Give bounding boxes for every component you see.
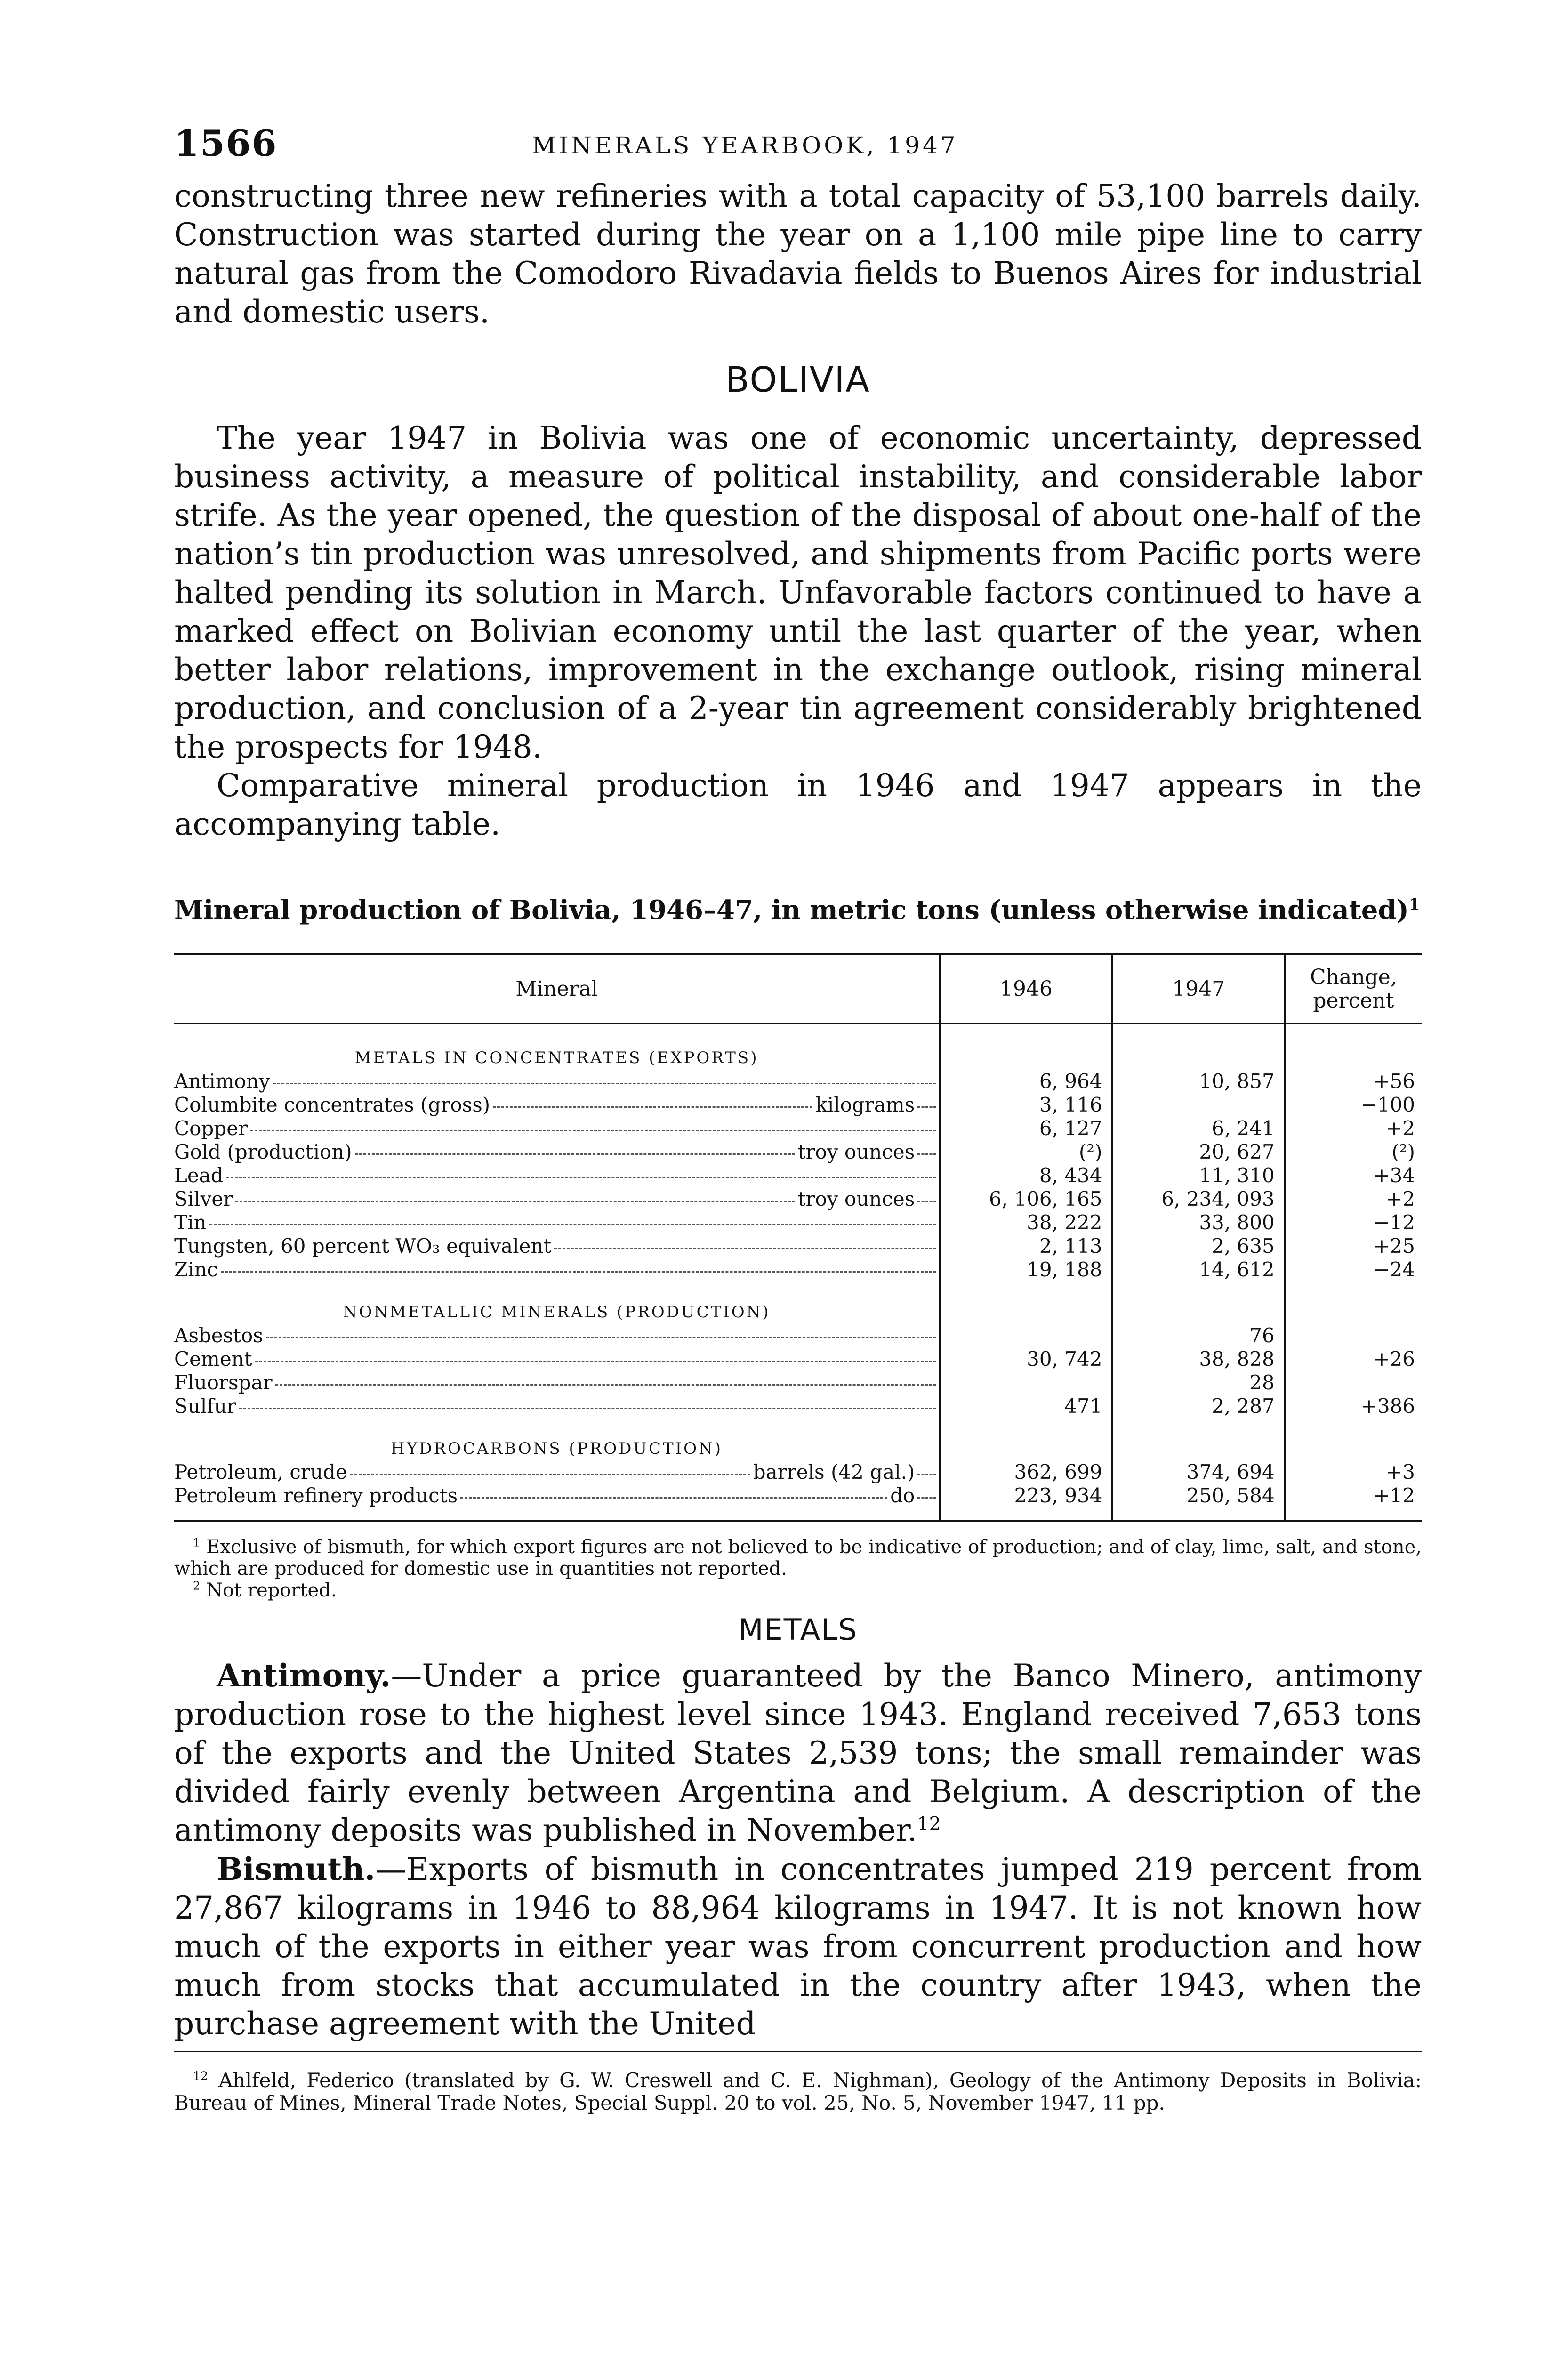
dot-leader <box>460 1497 887 1499</box>
antimony-text: —Under a price guaranteed by the Banco Minero, antimony production rose to the highest level since 1943. England received 7,653 tons of the exports and the United States 2,539 tons; the small remainder was divided fairly evenly between Argentina and Belgium. A description of the antimony deposits was published in November. <box>174 1658 1422 1848</box>
bismuth-run-in: Bismuth. <box>217 1851 376 1887</box>
header-1947: 1947 <box>1112 954 1285 1024</box>
table-header-row <box>174 954 1422 1024</box>
table-footnote-2-mark: 2 <box>193 1579 201 1593</box>
table-group-spacer <box>940 1418 1112 1460</box>
mineral-name: Sulfur <box>174 1395 236 1418</box>
value-1947: 2, 287 <box>1112 1395 1285 1418</box>
mineral-cell <box>174 1211 940 1234</box>
table-group-spacer <box>1112 1418 1285 1460</box>
running-title: MINERALS YEARBOOK, 1947 <box>532 132 958 159</box>
header-change-line2: percent <box>1313 989 1394 1013</box>
mineral-cell <box>174 1460 940 1484</box>
table-row <box>174 1070 1422 1093</box>
value-1947: 6, 241 <box>1112 1117 1285 1140</box>
mineral-cell <box>174 1324 940 1347</box>
footnote-rule <box>174 2051 1422 2052</box>
mineral-name: Silver <box>174 1187 233 1210</box>
value-1947 <box>1112 1093 1285 1117</box>
table-title <box>174 895 1422 926</box>
mineral-cell <box>174 1093 940 1117</box>
intro-paragraph: constructing three new refineries with a total capacity of 53,100 barrels daily. Construction was started during the year on a 1,100 mile pipe line to carry natural gas from the Comodoro Rivadavia fields to Buenos Aires for industrial and domestic users. <box>174 178 1422 330</box>
table-body <box>174 1024 1422 1521</box>
value-change: −12 <box>1285 1211 1422 1234</box>
dot-leader <box>554 1248 936 1249</box>
value-1947: 374, 694 <box>1112 1460 1285 1484</box>
dot-leader <box>273 1083 937 1084</box>
table-row <box>174 1164 1422 1187</box>
value-change: +56 <box>1285 1070 1422 1093</box>
page-number: 1566 <box>174 122 278 164</box>
value-1947: 6, 234, 093 <box>1112 1187 1285 1211</box>
value-1946: 2, 113 <box>940 1234 1112 1258</box>
mineral-name: Copper <box>174 1117 248 1140</box>
mineral-name: Antimony <box>174 1070 270 1093</box>
dot-leader <box>355 1153 795 1155</box>
value-1946: 8, 434 <box>940 1164 1112 1187</box>
mineral-name: Petroleum, crude <box>174 1460 347 1483</box>
mineral-cell <box>174 1164 940 1187</box>
bismuth-text: —Exports of bismuth in concentrates jumped 219 percent from 27,867 kilograms in 1946 to 88,964 kilograms in 1947. It is not known how much of the exports in either year was from concurrent production and how much from stocks that accumulated in the country after 1943, when the purchase agreement with the United <box>174 1851 1422 2042</box>
bolivia-heading: BOLIVIA <box>725 360 870 400</box>
table-group-spacer <box>1112 1024 1285 1070</box>
value-change: +3 <box>1285 1460 1422 1484</box>
metals-heading: METALS <box>738 1612 858 1647</box>
mineral-name: Columbite concentrates (gross) <box>174 1093 491 1116</box>
antimony-paragraph <box>174 1656 1422 1850</box>
value-change: +2 <box>1285 1117 1422 1140</box>
table-row <box>174 1117 1422 1140</box>
mineral-cell <box>174 1234 940 1258</box>
value-1946 <box>940 1371 1112 1395</box>
value-1947: 28 <box>1112 1371 1285 1395</box>
dot-leader <box>266 1337 936 1338</box>
header-change <box>1285 954 1422 1024</box>
table-group-label: HYDROCARBONS (PRODUCTION) <box>391 1439 723 1458</box>
table-group-row <box>174 1418 1422 1460</box>
table-footnotes <box>174 1536 1422 1601</box>
table-row <box>174 1234 1422 1258</box>
table-group-spacer <box>1285 1282 1422 1324</box>
mineral-name: Cement <box>174 1347 252 1370</box>
table-footnote-2-text: Not reported. <box>206 1580 337 1601</box>
page-footnote-mark: 12 <box>193 2069 209 2083</box>
dot-leader <box>493 1106 812 1108</box>
table-group-row <box>174 1024 1422 1070</box>
value-change: +386 <box>1285 1395 1422 1418</box>
mineral-name: Fluorspar <box>174 1371 273 1394</box>
table-row <box>174 1093 1422 1117</box>
value-change: +2 <box>1285 1187 1422 1211</box>
mineral-unit: troy ounces <box>797 1187 915 1210</box>
value-change <box>1285 1371 1422 1395</box>
dot-leader <box>209 1224 937 1225</box>
table-group-row <box>174 1282 1422 1324</box>
table-row <box>174 1258 1422 1282</box>
table-group-label: NONMETALLIC MINERALS (PRODUCTION) <box>343 1303 771 1322</box>
table-group-spacer <box>1112 1282 1285 1324</box>
table-row <box>174 1395 1422 1418</box>
dot-leader <box>235 1201 795 1202</box>
value-1947: 76 <box>1112 1324 1285 1347</box>
table-group-spacer <box>940 1024 1112 1070</box>
mineral-name: Zinc <box>174 1258 218 1281</box>
bismuth-paragraph <box>174 1850 1422 2043</box>
value-1946: 471 <box>940 1395 1112 1418</box>
value-1947: 2, 635 <box>1112 1234 1285 1258</box>
mineral-name: Petroleum refinery products <box>174 1484 458 1507</box>
mineral-cell <box>174 1117 940 1140</box>
value-1947: 38, 828 <box>1112 1347 1285 1371</box>
mineral-production-table <box>174 953 1422 1522</box>
mineral-cell <box>174 1140 940 1164</box>
value-1946: 38, 222 <box>940 1211 1112 1234</box>
dot-leader <box>226 1177 937 1178</box>
table-title-text: Mineral production of Bolivia, 1946–47, in metric tons (unless otherwise indicated) <box>174 895 1409 926</box>
value-change: −24 <box>1285 1258 1422 1282</box>
value-1946 <box>940 1324 1112 1347</box>
value-1946: 3, 116 <box>940 1093 1112 1117</box>
dot-leader <box>350 1474 750 1475</box>
dot-leader <box>221 1271 936 1273</box>
value-1947: 11, 310 <box>1112 1164 1285 1187</box>
dot-leader <box>250 1130 936 1131</box>
mineral-cell <box>174 1484 940 1521</box>
value-1946: 6, 106, 165 <box>940 1187 1112 1211</box>
value-1947: 33, 800 <box>1112 1211 1285 1234</box>
table-footnote-2 <box>174 1580 1422 1601</box>
antimony-run-in: Antimony. <box>217 1657 391 1694</box>
mineral-cell <box>174 1070 940 1093</box>
header-change-line1: Change, <box>1310 965 1397 989</box>
header-mineral: Mineral <box>174 954 940 1024</box>
mineral-name: Lead <box>174 1164 224 1187</box>
table-row <box>174 1347 1422 1371</box>
mineral-cell <box>174 1371 940 1395</box>
table-footnote-1 <box>174 1536 1422 1580</box>
table-row <box>174 1484 1422 1521</box>
mineral-unit: troy ounces <box>797 1140 915 1163</box>
mineral-name: Tungsten, 60 percent WO₃ equivalent <box>174 1234 552 1258</box>
table-row <box>174 1187 1422 1211</box>
table-row <box>174 1211 1422 1234</box>
value-1946: 30, 742 <box>940 1347 1112 1371</box>
table-group-spacer <box>940 1282 1112 1324</box>
value-1946: 6, 964 <box>940 1070 1112 1093</box>
table-footnote-1-mark: 1 <box>193 1536 201 1549</box>
dot-leader <box>255 1361 937 1362</box>
value-1947: 250, 584 <box>1112 1484 1285 1521</box>
table-row <box>174 1324 1422 1347</box>
dot-leader <box>239 1408 936 1409</box>
page-footnote <box>174 2069 1422 2114</box>
bolivia-paragraph-2: Comparative mineral production in 1946 and 1947 appears in the accompanying table. <box>174 767 1422 842</box>
mineral-unit: barrels (42 gal.) <box>753 1460 915 1483</box>
value-change: +26 <box>1285 1347 1422 1371</box>
mineral-cell <box>174 1395 940 1418</box>
value-1946: 6, 127 <box>940 1117 1112 1140</box>
mineral-name: Asbestos <box>174 1324 263 1347</box>
value-change: (²) <box>1285 1140 1422 1164</box>
value-change: +34 <box>1285 1164 1422 1187</box>
table-footnote-1-text: Exclusive of bismuth, for which export figures are not believed to be indicative of production; and of clay, lime, salt, and stone, which are produced for domestic use in quantities not reported. <box>174 1536 1422 1580</box>
dot-leader <box>917 1153 936 1155</box>
value-1947: 10, 857 <box>1112 1070 1285 1093</box>
mineral-name: Tin <box>174 1211 207 1234</box>
bolivia-paragraph-1: The year 1947 in Bolivia was one of economic uncertainty, depressed business activity, a measure of political instability, and considerable labor strife. As the year opened, the question of the disposal of about one-half of the nation’s tin production was unresolved, and shipments from Pacific ports were halted pending its solution in March. Unfavorable factors continued to have a marked effect on Bolivian economy until the last quarter of the year, when better labor relations, improvement in the exchange outlook, rising mineral production, and conclusion of a 2-year tin agreement considerably brightened the prospects for 1948. <box>174 420 1422 765</box>
page-footnote-text: Ahlfeld, Federico (translated by G. W. Creswell and C. E. Nighman), Geology of the Antimony Deposits in Bolivia: Bureau of Mines, Mineral Trade Notes, Special Suppl. 20 to vol. 25, No. 5, November 1947, 11 pp. <box>174 2069 1422 2114</box>
mineral-unit: kilograms <box>815 1093 915 1116</box>
dot-leader <box>917 1106 936 1108</box>
mineral-cell <box>174 1187 940 1211</box>
table-row <box>174 1460 1422 1484</box>
running-head <box>174 113 1422 165</box>
mineral-unit: do <box>890 1484 915 1507</box>
dot-leader <box>275 1384 937 1386</box>
mineral-cell <box>174 1347 940 1371</box>
value-1946: 19, 188 <box>940 1258 1112 1282</box>
table-group-spacer <box>1285 1418 1422 1460</box>
mineral-cell <box>174 1258 940 1282</box>
value-1947: 14, 612 <box>1112 1258 1285 1282</box>
table-group-label: METALS IN CONCENTRATES (EXPORTS) <box>354 1048 759 1067</box>
table-row <box>174 1371 1422 1395</box>
value-1946: 223, 934 <box>940 1484 1112 1521</box>
value-change <box>1285 1324 1422 1347</box>
value-change: +12 <box>1285 1484 1422 1521</box>
dot-leader <box>917 1474 936 1475</box>
mineral-name: Gold (production) <box>174 1140 352 1163</box>
page <box>174 113 1422 2134</box>
value-change: −100 <box>1285 1093 1422 1117</box>
table-row <box>174 1140 1422 1164</box>
dot-leader <box>917 1201 936 1202</box>
dot-leader <box>917 1497 936 1499</box>
table-group-spacer <box>1285 1024 1422 1070</box>
header-1946: 1946 <box>940 954 1112 1024</box>
table-title-note: 1 <box>1408 895 1420 914</box>
antimony-note: 12 <box>917 1813 941 1835</box>
value-1946: 362, 699 <box>940 1460 1112 1484</box>
value-1947: 20, 627 <box>1112 1140 1285 1164</box>
value-change: +25 <box>1285 1234 1422 1258</box>
value-1946: (²) <box>940 1140 1112 1164</box>
